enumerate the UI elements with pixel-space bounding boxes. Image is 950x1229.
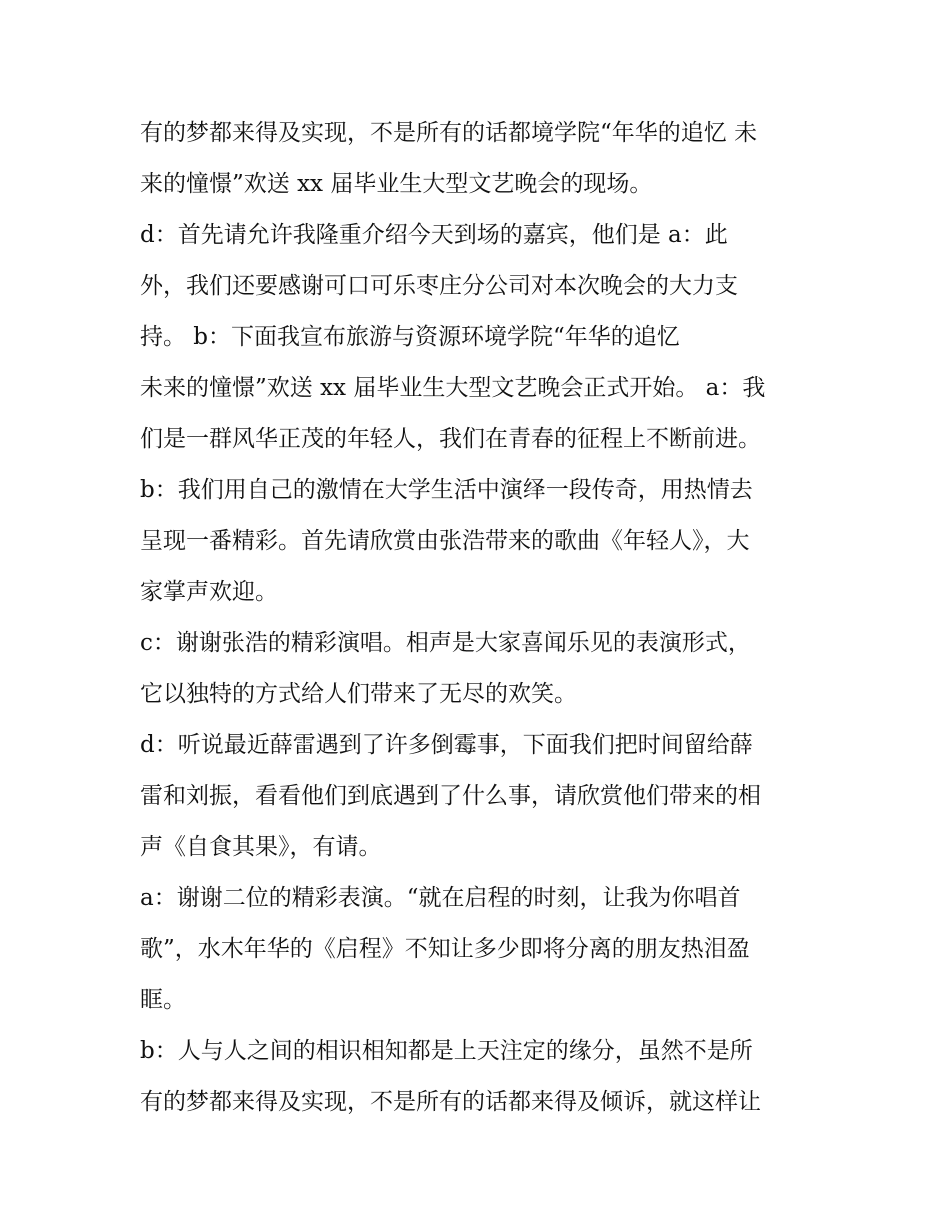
text-line: 眶。 [140, 987, 186, 1013]
text-line: 未来的憧憬”欢送 xx 届毕业生大型文艺晚会正式开始。 a：我 [140, 375, 766, 401]
text-line: a：谢谢二位的精彩表演。“就在启程的时刻，让我为你唱首 [140, 885, 741, 911]
text-line: 声《自食其果》，有请。 [140, 834, 382, 860]
text-line: 雷和刘振，看看他们到底遇到了什么事，请欣赏他们带来的相 [140, 783, 761, 809]
text-line: d：听说最近薛雷遇到了许多倒霉事，下面我们把时间留给薛 [140, 732, 753, 758]
text-line: d：首先请允许我隆重介绍今天到场的嘉宾，他们是 a：此 [140, 222, 728, 248]
text-line: 它以独特的方式给人们带来了无尽的欢笑。 [140, 681, 577, 707]
text-line: 呈现一番精彩。首先请欣赏由张浩带来的歌曲《年轻人》，大 [140, 528, 750, 554]
text-line: 有的梦都来得及实现，不是所有的话都来得及倾诉，就这样让 [140, 1089, 761, 1115]
text-line: 持。 b：下面我宣布旅游与资源环境学院“年华的追忆 [140, 324, 680, 350]
text-line: 歌”，水木年华的《启程》不知让多少即将分离的朋友热泪盈 [140, 936, 750, 962]
text-line: 来的憧憬”欢送 xx 届毕业生大型文艺晚会的现场。 [140, 171, 653, 197]
text-line: 家掌声欢迎。 [140, 579, 278, 605]
text-line: b：我们用自己的激情在大学生活中演绎一段传奇，用热情去 [140, 477, 753, 503]
text-line: 们是一群风华正茂的年轻人，我们在青春的征程上不断前进。 [140, 426, 761, 452]
text-line: b：人与人之间的相识相知都是上天注定的缘分，虽然不是所 [140, 1038, 753, 1064]
text-line: c：谢谢张浩的精彩演唱。相声是大家喜闻乐见的表演形式， [140, 630, 751, 656]
text-line: 有的梦都来得及实现，不是所有的话都境学院“年华的追忆 未 [140, 120, 758, 146]
document-body [140, 108, 830, 1128]
text-line: 外，我们还要感谢可口可乐枣庄分公司对本次晚会的大力支 [140, 273, 738, 299]
